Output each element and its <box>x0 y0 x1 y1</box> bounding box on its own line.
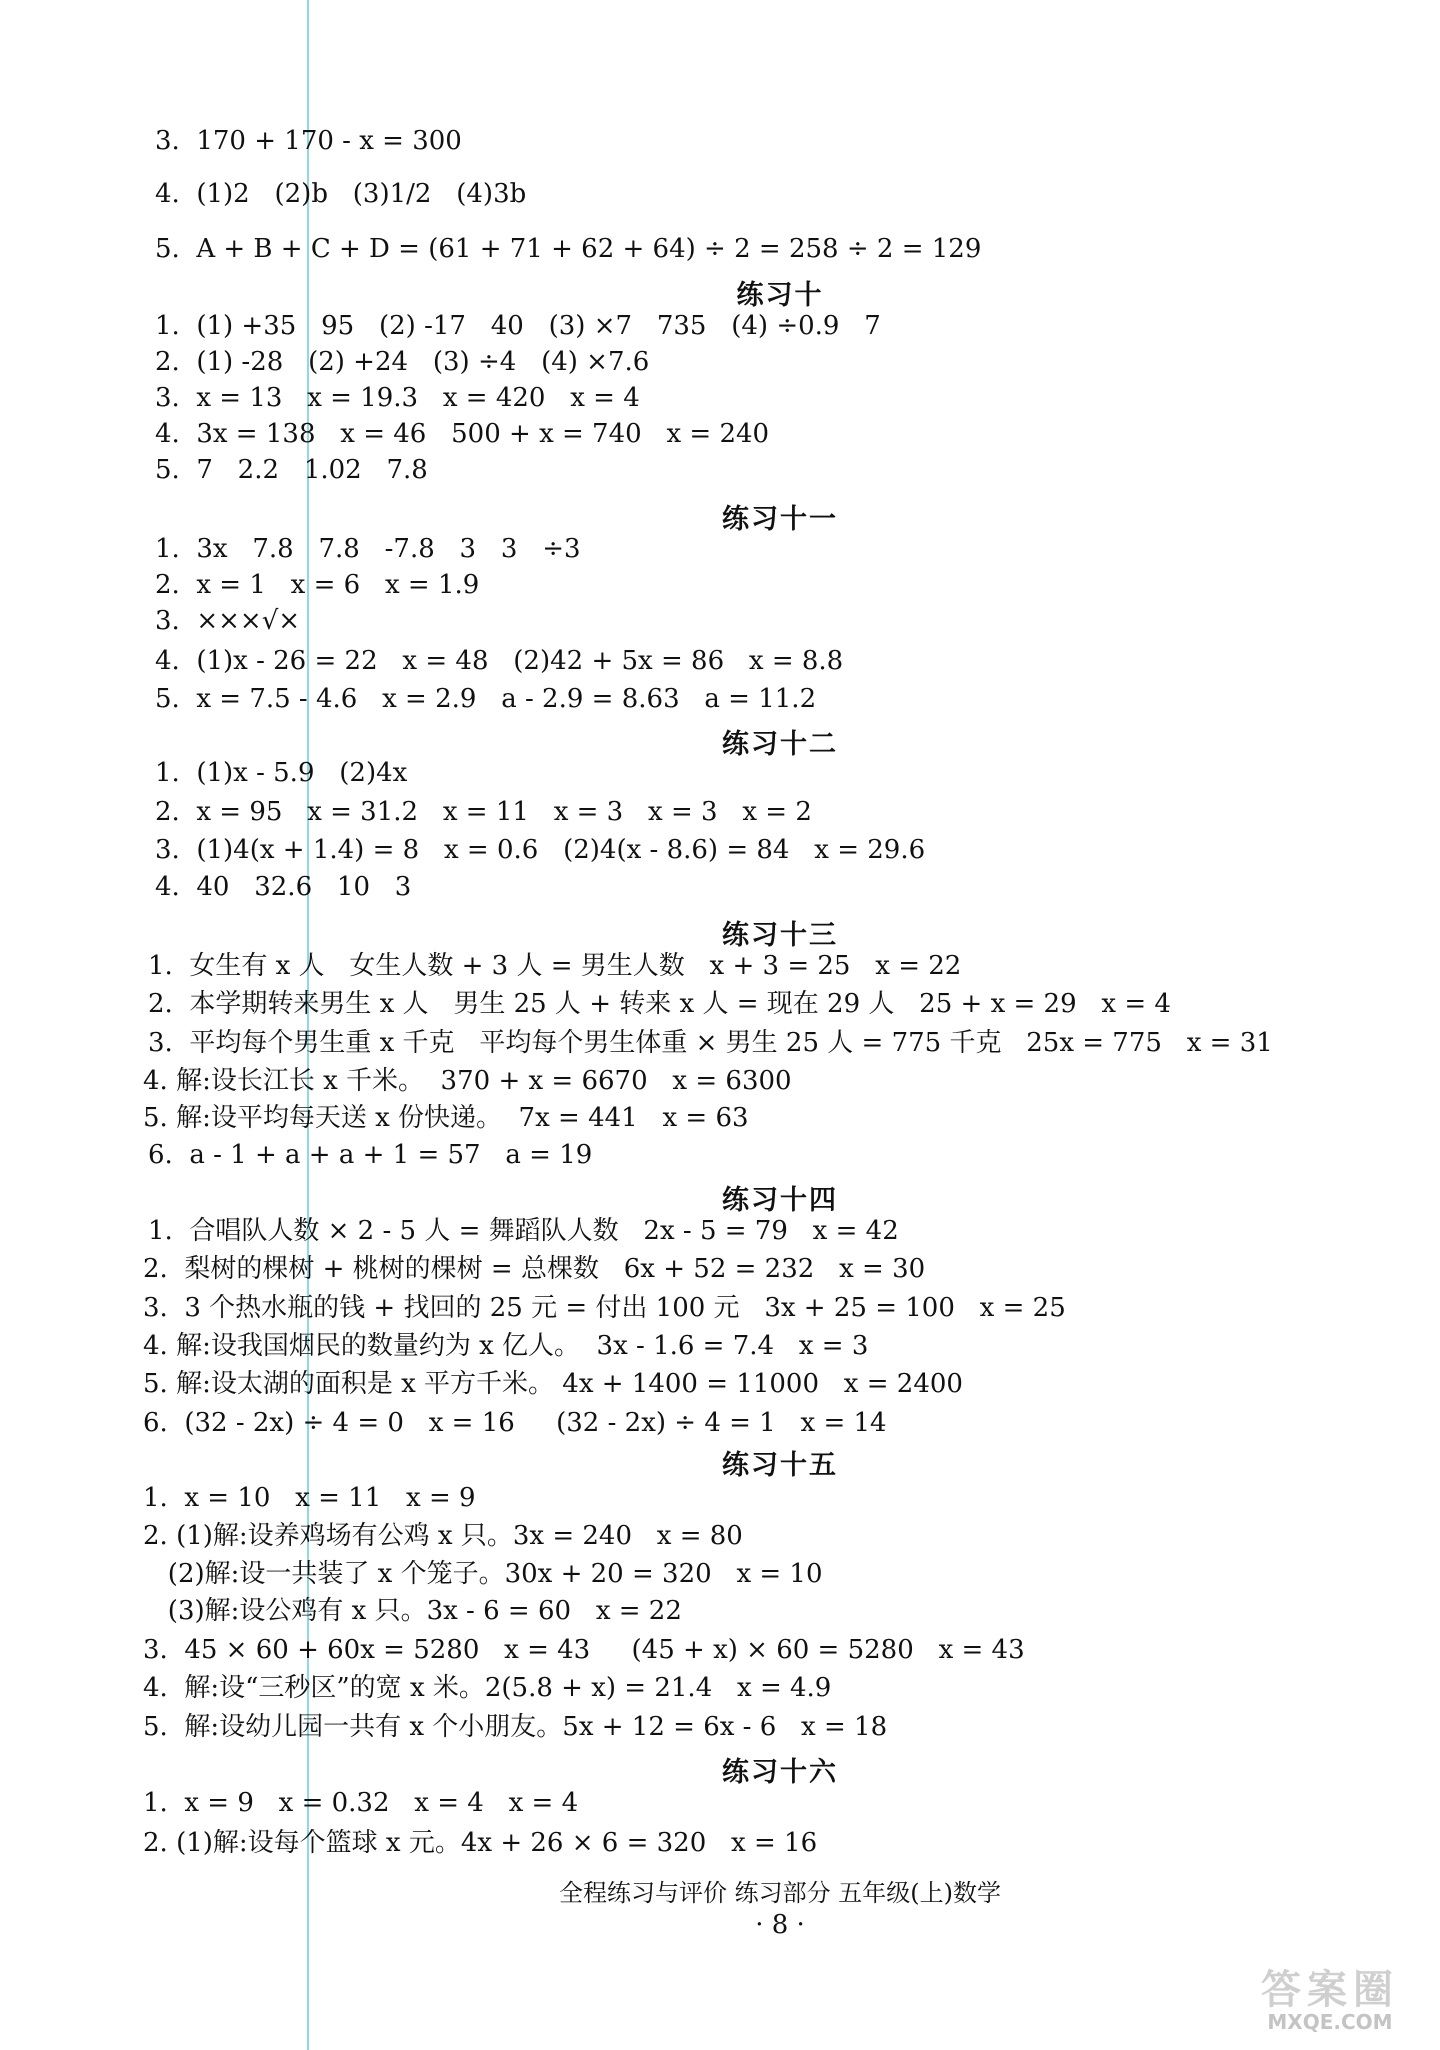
answer-line: 2. (1)解:设每个篮球 x 元。4x + 26 × 6 = 320 x = 16 <box>143 1828 818 1858</box>
watermark-logo <box>1230 1958 1430 2042</box>
answer-line: 1. 3x 7.8 7.8 -7.8 3 3 ÷3 <box>155 534 581 564</box>
watermark-logo-text: 答案圈 <box>1261 1967 1399 2013</box>
answer-line: 6. (32 - 2x) ÷ 4 = 0 x = 16 (32 - 2x) ÷ 4 = 1 x = 14 <box>143 1408 887 1438</box>
answer-line: 3. x = 13 x = 19.3 x = 420 x = 4 <box>155 383 640 413</box>
answer-line: 5. 7 2.2 1.02 7.8 <box>155 455 428 485</box>
answer-line: 4. 解:设我国烟民的数量约为 x 亿人。 3x - 1.6 = 7.4 x = 3 <box>143 1331 869 1361</box>
answer-line: 1. 女生有 x 人 女生人数 + 3 人 = 男生人数 x + 3 = 25 x = 22 <box>148 951 962 981</box>
answer-line: 2. 梨树的棵树 + 桃树的棵树 = 总棵数 6x + 52 = 232 x = 30 <box>143 1254 926 1284</box>
answer-line: 1. 合唱队人数 × 2 - 5 人 = 舞蹈队人数 2x - 5 = 79 x = 42 <box>148 1216 899 1246</box>
answer-line: 6. a - 1 + a + a + 1 = 57 a = 19 <box>148 1140 593 1170</box>
answer-line: (2)解:设一共装了 x 个笼子。30x + 20 = 320 x = 10 <box>143 1559 823 1589</box>
answer-line: 5. 解:设太湖的面积是 x 平方千米。 4x + 1400 = 11000 x = 2400 <box>143 1369 963 1399</box>
section-title: 练习十二 <box>722 729 838 760</box>
answer-line: 1. (1)x - 5.9 (2)4x <box>155 758 408 788</box>
section-title: 练习十四 <box>722 1185 838 1216</box>
answer-line: 4. 3x = 138 x = 46 500 + x = 740 x = 240 <box>155 419 770 449</box>
answer-line: 3. 170 + 170 - x = 300 <box>155 126 462 156</box>
section-title: 练习十 <box>736 280 824 311</box>
answer-line: 3. 45 × 60 + 60x = 5280 x = 43 (45 + x) × 60 = 5280 x = 43 <box>143 1635 1025 1665</box>
watermark-url: MXQE.COM <box>1267 2010 1393 2034</box>
page-number: · 8 · <box>755 1910 805 1940</box>
answer-line: 5. x = 7.5 - 4.6 x = 2.9 a - 2.9 = 8.63 a = 11.2 <box>155 684 817 714</box>
answer-line: 4. (1)x - 26 = 22 x = 48 (2)42 + 5x = 86 x = 8.8 <box>155 646 844 676</box>
answer-line: 1. x = 10 x = 11 x = 9 <box>143 1483 476 1513</box>
answer-line: 2. (1)解:设养鸡场有公鸡 x 只。3x = 240 x = 80 <box>143 1521 743 1551</box>
answer-line: 1. (1) +35 95 (2) -17 40 (3) ×7 735 (4) ÷0.9 7 <box>155 311 881 341</box>
answer-line: 5. 解:设幼儿园一共有 x 个小朋友。5x + 12 = 6x - 6 x = 18 <box>143 1712 888 1742</box>
section-title: 练习十三 <box>722 920 838 951</box>
answer-line: (3)解:设公鸡有 x 只。3x - 6 = 60 x = 22 <box>143 1596 682 1626</box>
answer-line: 4. 解:设长江长 x 千米。 370 + x = 6670 x = 6300 <box>143 1066 792 1096</box>
answer-line: 3. 平均每个男生重 x 千克 平均每个男生体重 × 男生 25 人 = 775 千克 25x = 775 x = 31 <box>148 1028 1273 1058</box>
answer-line: 3. (1)4(x + 1.4) = 8 x = 0.6 (2)4(x - 8.6) = 84 x = 29.6 <box>155 835 926 865</box>
answer-line: 2. x = 1 x = 6 x = 1.9 <box>155 570 480 600</box>
answer-line: 4. 40 32.6 10 3 <box>155 872 412 902</box>
answer-line: 2. 本学期转来男生 x 人 男生 25 人 + 转来 x 人 = 现在 29 人 25 + x = 29 x = 4 <box>148 989 1171 1019</box>
answer-line: 5. 解:设平均每天送 x 份快递。 7x = 441 x = 63 <box>143 1103 749 1133</box>
answer-line: 3. 3 个热水瓶的钱 + 找回的 25 元 = 付出 100 元 3x + 25 = 100 x = 25 <box>143 1293 1066 1323</box>
section-title: 练习十六 <box>722 1757 838 1788</box>
section-title: 练习十一 <box>722 504 838 535</box>
answer-line: 4. 解:设“三秒区”的宽 x 米。2(5.8 + x) = 21.4 x = 4.9 <box>143 1673 832 1703</box>
answer-line: 5. A + B + C + D = (61 + 71 + 62 + 64) ÷ 2 = 258 ÷ 2 = 129 <box>155 234 982 264</box>
answer-line: 2. (1) -28 (2) +24 (3) ÷4 (4) ×7.6 <box>155 347 650 377</box>
answer-line: 2. x = 95 x = 31.2 x = 11 x = 3 x = 3 x = 2 <box>155 797 812 827</box>
answer-line: 3. ×××√× <box>155 606 301 636</box>
section-title: 练习十五 <box>722 1450 838 1481</box>
page-footer: 全程练习与评价 练习部分 五年级(上)数学 <box>559 1879 1001 1907</box>
answer-line: 1. x = 9 x = 0.32 x = 4 x = 4 <box>143 1788 579 1818</box>
answer-line: 4. (1)2 (2)b (3)1/2 (4)3b <box>155 179 527 209</box>
